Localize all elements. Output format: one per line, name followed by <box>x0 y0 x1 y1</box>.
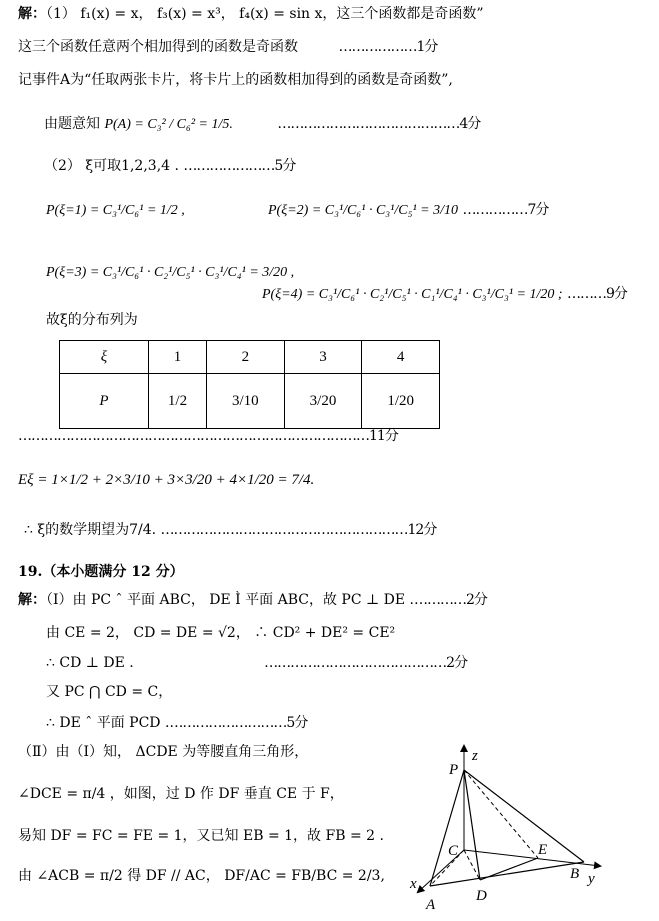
part1-line3: 记事件A为“任取两张卡片，将卡片上的函数相加得到的函数是奇函数”, <box>18 72 453 88</box>
score-1: ………………1分 <box>338 39 438 55</box>
q19-line2: 由 CE = 2， CD = DE = √2， ∴ CD² + DE² = CE² <box>46 625 396 641</box>
part1-line1 <box>18 4 484 24</box>
table-cell: 4 <box>362 341 440 374</box>
q19-line1 <box>18 590 487 610</box>
q19-line1-text: （Ⅰ）由 PC ˆ 平面 ABC， DE Ì 平面 ABC，故 PC ⊥ DE . <box>46 592 414 608</box>
p-xi-2 <box>268 200 548 221</box>
q19-solution-label: 解： <box>18 592 46 608</box>
label-x: x <box>410 876 417 892</box>
edge-PB <box>464 770 584 862</box>
part1-line2 <box>18 37 437 57</box>
score-2a: …………2分 <box>413 592 487 608</box>
table-cell: P <box>60 374 149 429</box>
p-xi-4-formula: P(ξ=4) = C₃¹/C₆¹ · C₂¹/C₅¹ · C₁¹/C₄¹ · C₃¹/C₃¹ = 1/20 ; <box>262 287 563 302</box>
part1-line4-prefix: 由题意知 <box>44 116 100 132</box>
conclusion-text: ∴ ξ的数学期望为7/4. <box>24 522 157 538</box>
table-cell: 3/10 <box>207 374 285 429</box>
p-xi-4 <box>262 284 627 305</box>
p-xi-1-formula: P(ξ=1) = C₃¹/C₆¹ = 1/2 , <box>46 203 185 218</box>
score-2b: ……………………………………2分 <box>264 655 468 671</box>
table-cell: ξ <box>60 341 149 374</box>
table-cell: 1/20 <box>362 374 440 429</box>
part1-line1-text: （1） f₁(x) = x， f₃(x) = x³， f₄(x) = sin x，这三个函数都是奇函数” <box>46 6 484 22</box>
distribution-title: 故ξ的分布列为 <box>46 312 138 328</box>
label-C: C <box>448 843 459 859</box>
edge-DE <box>480 858 538 880</box>
label-E: E <box>538 842 548 858</box>
expectation-formula: Eξ = 1×1/2 + 2×3/10 + 3×3/20 + 4×1/20 = 7/4. <box>18 472 315 488</box>
q19-line3 <box>46 653 467 673</box>
q19-line9: 由 ∠ACB = π/2 得 DF // AC， DF/AC = FB/BC = 2/3, <box>18 868 385 884</box>
pyramid-figure <box>404 740 614 918</box>
part1-line2-text: 这三个函数任意两个相加得到的函数是奇函数 <box>18 39 298 55</box>
label-y: y <box>588 871 595 887</box>
score-11: ………………………………………………………………………11分 <box>18 428 398 444</box>
table-row <box>60 341 440 374</box>
solution-label: 解： <box>18 6 46 22</box>
p-xi-2-formula: P(ξ=2) = C₃¹/C₆¹ · C₃¹/C₅¹ = 3/10 <box>268 203 458 218</box>
q19-line3-text: ∴ CD ⊥ DE . <box>46 655 134 671</box>
q19-title: 19.（本小题满分 12 分） <box>18 564 184 580</box>
score-9: ………9分 <box>567 286 627 302</box>
table-row <box>60 374 440 429</box>
table-cell: 3/20 <box>284 374 362 429</box>
score-5: …………………5分 <box>183 158 296 174</box>
label-B: B <box>570 866 580 882</box>
xi-values-text: （2） ξ可取1,2,3,4 . <box>44 158 179 174</box>
score-4: ……………………………………4分 <box>277 116 481 132</box>
label-P: P <box>449 762 459 778</box>
label-A: A <box>426 897 436 913</box>
part2-line1 <box>44 156 295 176</box>
score-12: …………………………………………………12分 <box>160 522 437 538</box>
q19-line6: （Ⅱ）由（Ⅰ）知， ΔCDE 为等腰直角三角形， <box>18 744 309 760</box>
q19-line5 <box>46 713 307 733</box>
distribution-table <box>59 340 440 429</box>
edge-PA <box>430 770 464 886</box>
score-7: ……………7分 <box>462 202 549 218</box>
q19-line7: ∠DCE = π/4 ，如图，过 D 作 DF 垂直 CE 于 F， <box>18 786 344 802</box>
edge-AB <box>430 862 584 886</box>
label-z: z <box>472 748 478 764</box>
q19-line5-text: ∴ DE ˆ 平面 PCD . <box>46 715 170 731</box>
table-cell: 3 <box>284 341 362 374</box>
table-cell: 1 <box>149 341 207 374</box>
p-xi-1 <box>46 200 185 221</box>
table-cell: 2 <box>207 341 285 374</box>
label-D: D <box>476 888 487 904</box>
score-5b: ………………………5分 <box>169 715 308 731</box>
probability-A-formula: P(A) = C₃² / C₆² = 1/5. <box>104 117 233 132</box>
part1-line4 <box>44 107 480 142</box>
q19-line8: 易知 DF = FC = FE = 1，又已知 EB = 1，故 FB = 2 . <box>18 828 384 844</box>
p-xi-3-formula: P(ξ=3) = C₃¹/C₆¹ · C₂¹/C₅¹ · C₃¹/C₄¹ = 3/20 , <box>46 265 295 280</box>
p-xi-3 <box>46 262 294 283</box>
table-cell: 1/2 <box>149 374 207 429</box>
conclusion-line <box>24 520 436 540</box>
q19-line4: 又 PC ⋂ CD = C， <box>46 684 173 700</box>
